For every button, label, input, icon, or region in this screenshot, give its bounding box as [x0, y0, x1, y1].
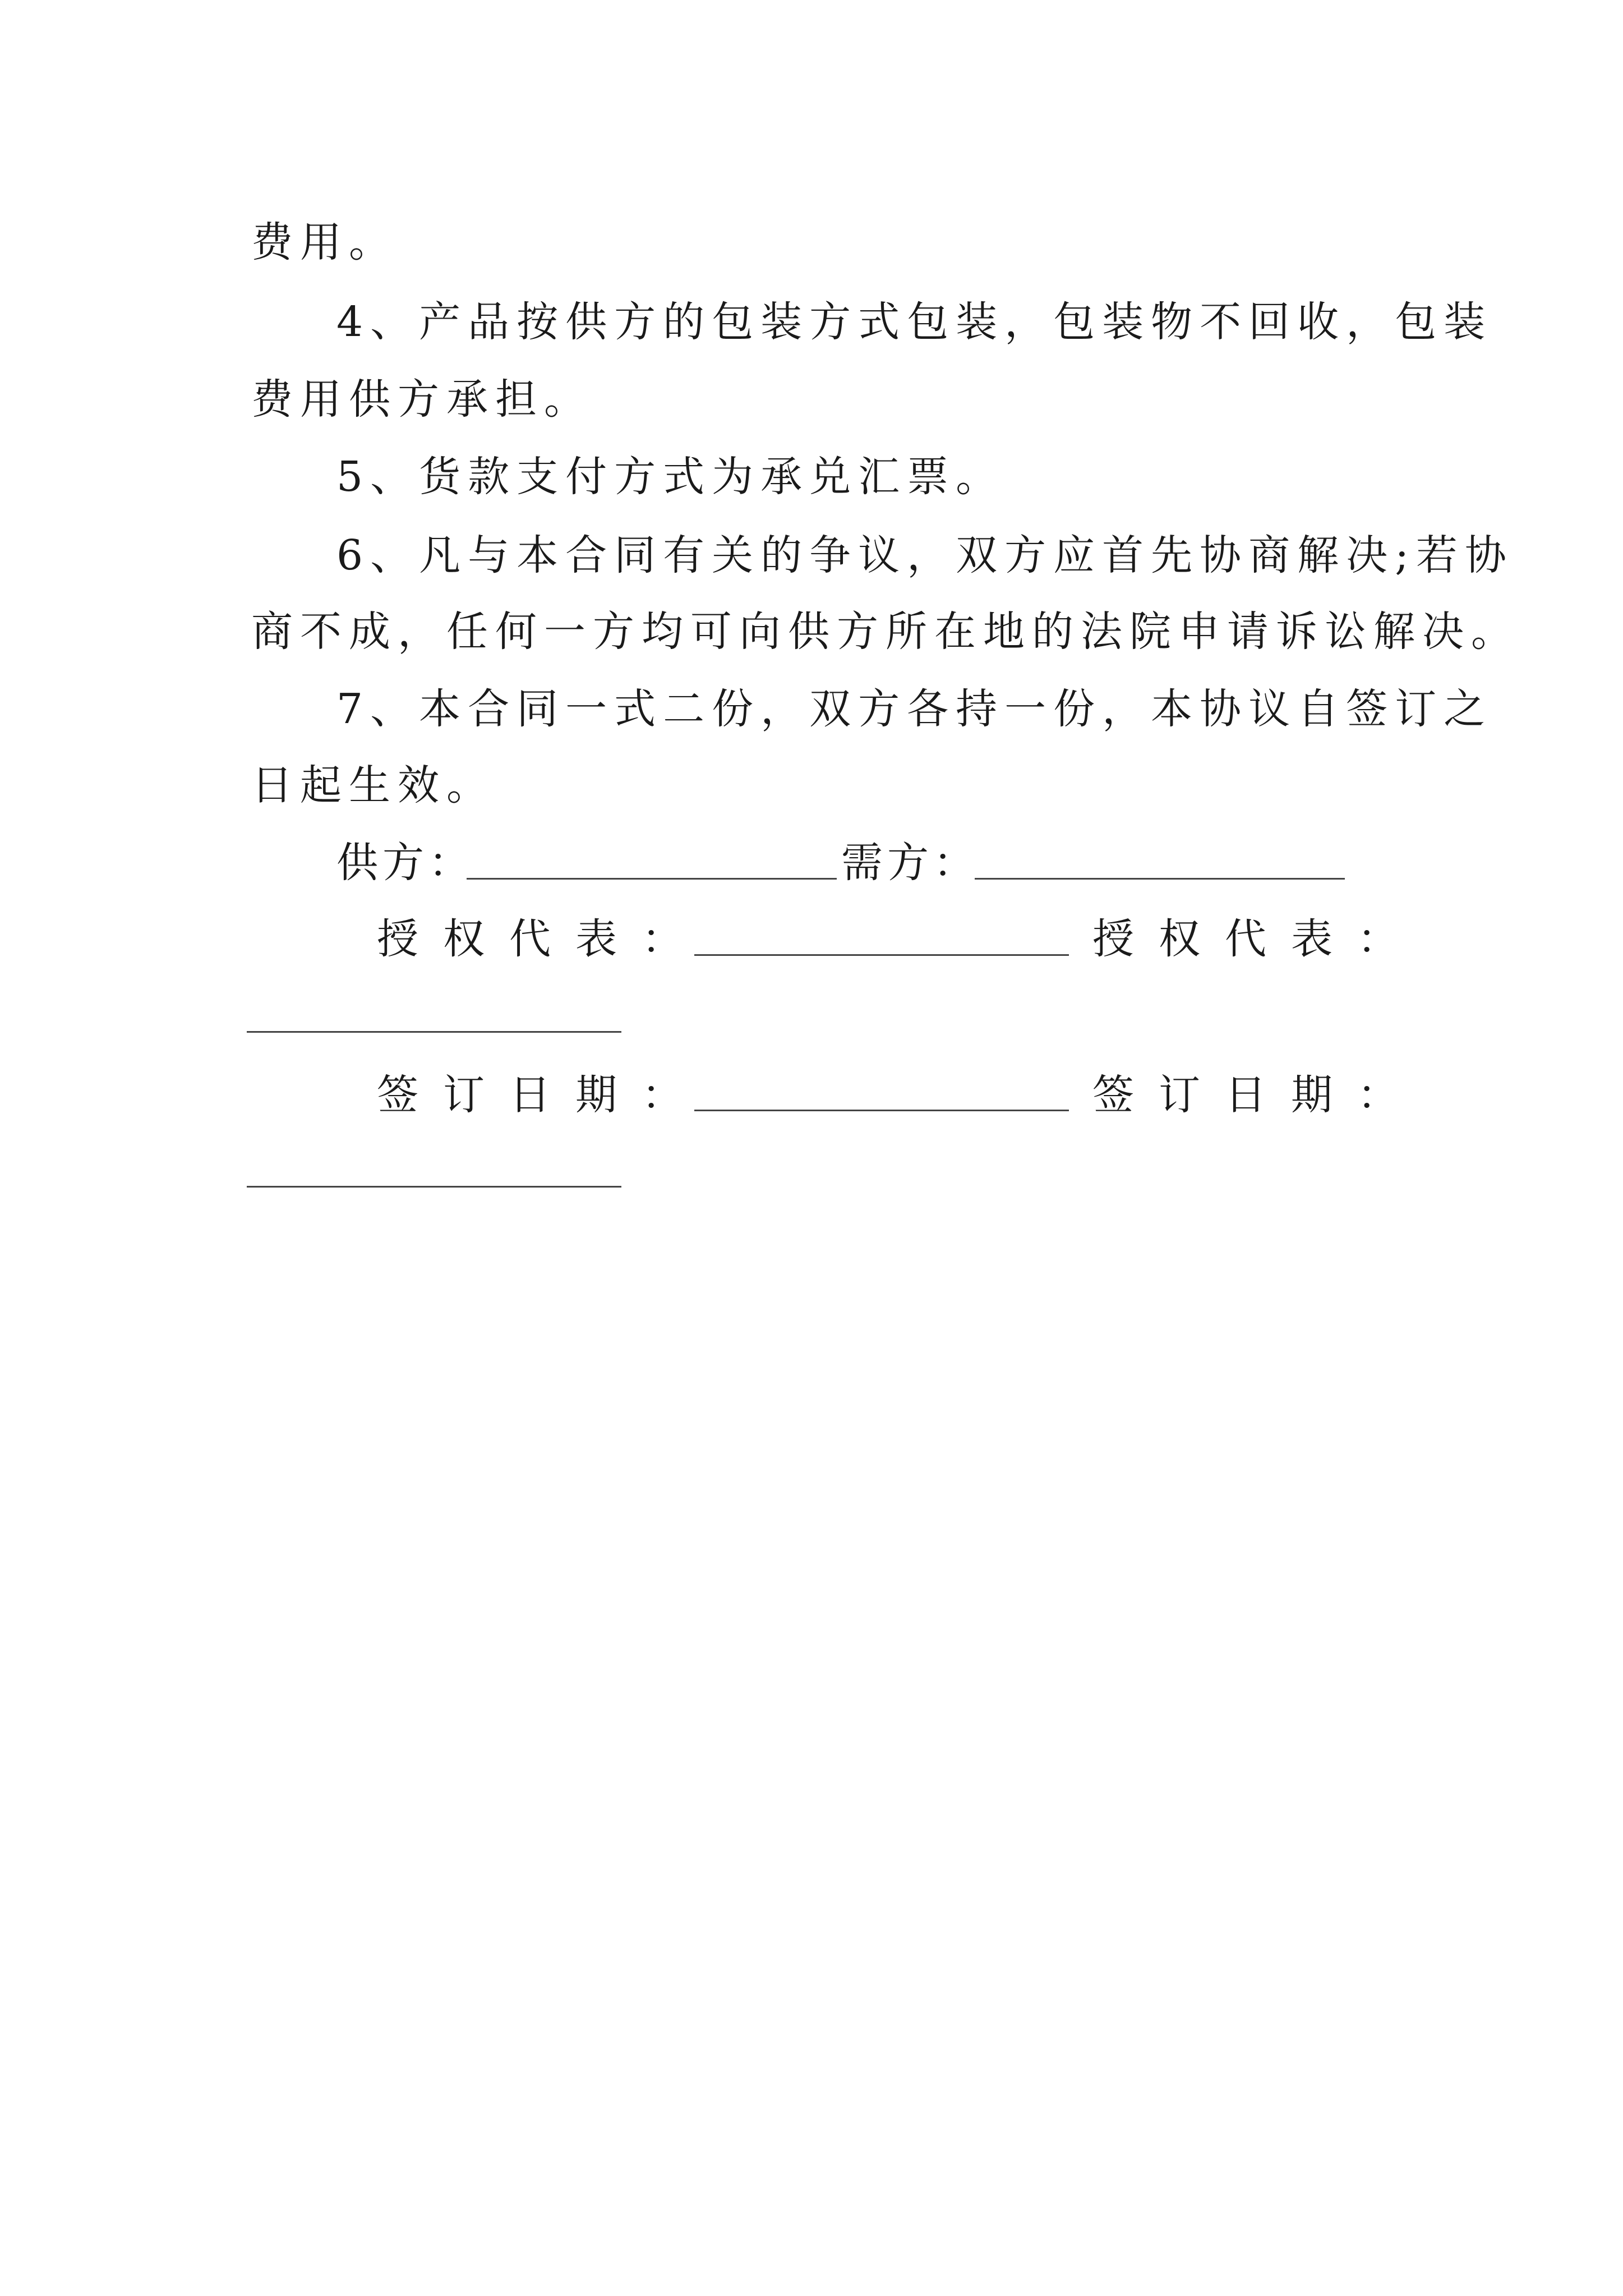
buyer-date-blank[interactable] — [247, 1186, 621, 1188]
buyer-label: 需方： — [841, 839, 979, 887]
buyer-date-label: 签订日期： — [1092, 1071, 1423, 1119]
clause-6-line-1: 6、凡与本合同有关的争议，双方应首先协商解决;若协 — [336, 531, 1514, 579]
supplier-label: 供方： — [336, 839, 474, 887]
clause-6-line-2: 商不成，任何一方均可向供方所在地的法院申请诉讼解决。 — [251, 608, 1520, 656]
buyer-representative-label: 授权代表： — [1092, 915, 1423, 963]
buyer-representative-blank[interactable] — [247, 1031, 621, 1033]
supplier-representative-label: 授权代表： — [377, 915, 708, 963]
supplier-date-blank[interactable] — [694, 1110, 1069, 1111]
supplier-representative-blank[interactable] — [694, 954, 1069, 956]
paragraph-line: 费用。 — [251, 218, 398, 266]
clause-5: 5、货款支付方式为承兑汇票。 — [336, 453, 1005, 501]
supplier-blank[interactable] — [467, 878, 837, 880]
supplier-date-label: 签订日期： — [377, 1071, 708, 1119]
clause-4-line-1: 4、产品按供方的包装方式包装，包装物不回收，包装 — [336, 298, 1493, 346]
clause-4-line-2: 费用供方承担。 — [251, 375, 593, 424]
clause-7-line-1: 7、本合同一式二份，双方各持一份，本协议自签订之 — [336, 685, 1493, 733]
clause-7-line-2: 日起生效。 — [251, 761, 495, 809]
buyer-blank[interactable] — [975, 878, 1345, 880]
